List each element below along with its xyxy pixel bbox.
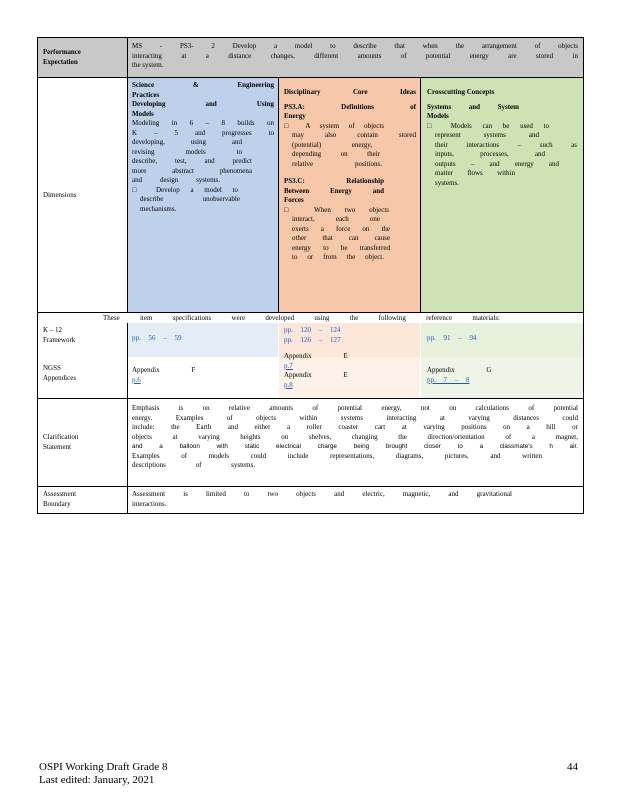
framework-sep-pages: pp. 56 – 59 [132,334,182,342]
framework-ccc-pages: pp. 91 – 94 [427,334,477,342]
sep-heading: Science & Engineering [132,81,274,89]
footer [39,761,167,787]
page-number: 44 [567,761,578,773]
ngss-sep: Appendix F p.6 [132,366,272,385]
ngss-sep-page-link[interactable]: p.6 [132,375,141,384]
ccc-heading: Crosscutting Concepts [427,88,495,96]
sep-column: Science & Engineering Practices Developing and Using Models Modeling in 6 – 8 builds on K – 5 and progresses to developing, using and revising models to describe, test, and predict more abstract phenomena and design systems. □ Develop a model to describe unobservable mechanisms. [132,81,274,213]
footer-edited: Last edited: January, 2021 [39,774,155,786]
reference-note: These item specifications were developed using the following reference materials: [103,314,500,322]
assessment-text: Assessment is limited to two objects and electric, magnetic, and gravitational interactions. [132,490,512,508]
dci-heading: Disciplinary Core Ideas [284,88,416,96]
dimensions-label: Dimensions [43,191,77,199]
assessment-label: Assessment Boundary [43,490,77,508]
pe-label: Performance Expectation [43,49,81,66]
framework-label: K – 12 Framework [43,326,76,344]
clarification-text: Emphasis is on relative amounts of potential energy, not on calculations of potential energy. Examples of objects within systems interacting at varying distances could include: the Earth and either a roller coaster cart at varying positions on a hill or objects at varying heights on shelves, changing the direction/orientation of a magnet, and a balloon with static electrical charge being brought closer to a classmate's h air. Examples of models could include representations, diagrams, pictures, and written descriptions of systems. [132,404,578,469]
ngss-dci-page-link[interactable]: p.7 [284,361,293,370]
rule [37,77,584,78]
rule [37,486,584,487]
rule [37,398,584,399]
rule [37,312,584,313]
sep-subheading: Developing and Using [132,100,274,108]
ngss-ccc-page-link[interactable]: pp. 7 – 8 [427,375,470,384]
clarification-label: Clarification Statement [43,433,79,451]
dci-column: Disciplinary Core Ideas PS3.A: Definitions of Energy □ A system of objects may also contain stored (potential) energy, depending on their relative positions. PS3.C: Relationship Between Energy and Forces □ When two objects interact, each one exerts a force on the other that can cause energy to be transferred to or from the object. [284,88,416,261]
rule [278,77,279,312]
footer-draft: OSPI Working Draft Grade 8 [39,761,168,773]
ngss-dci: Appendix E p.7 Appendix E p.8 [284,352,348,389]
ccc-subheading: Systems and System [427,102,519,111]
dci-subheading: PS3.C: Relationship [284,177,384,185]
rule [127,37,128,312]
dci-subheading: PS3.A: Definitions of [284,102,416,111]
framework-dci-pages: pp. 120 – 124 pp. 126 – 127 [284,326,341,344]
ccc-column: Crosscutting Concepts Systems and System Models □ Models can be used to represent systems and their interactions – such as inputs, processes, and outputs – and energy and matter flows within systems. [427,88,577,187]
ngss-label: NGSS Appendices [43,364,77,382]
sep-bullet: □ Develop a model to [132,185,238,194]
rule [420,77,421,312]
ngss-ccc: Appendix G pp. 7 – 8 [427,366,567,385]
rule [127,323,128,514]
pe-text: MS - PS3- 2 Develop a model to describe that when the arrangement of objects interacting at a distance changes, different amounts of potential energy are stored in the system. [132,42,578,69]
ngss-dci-page-link[interactable]: p.8 [284,380,293,389]
